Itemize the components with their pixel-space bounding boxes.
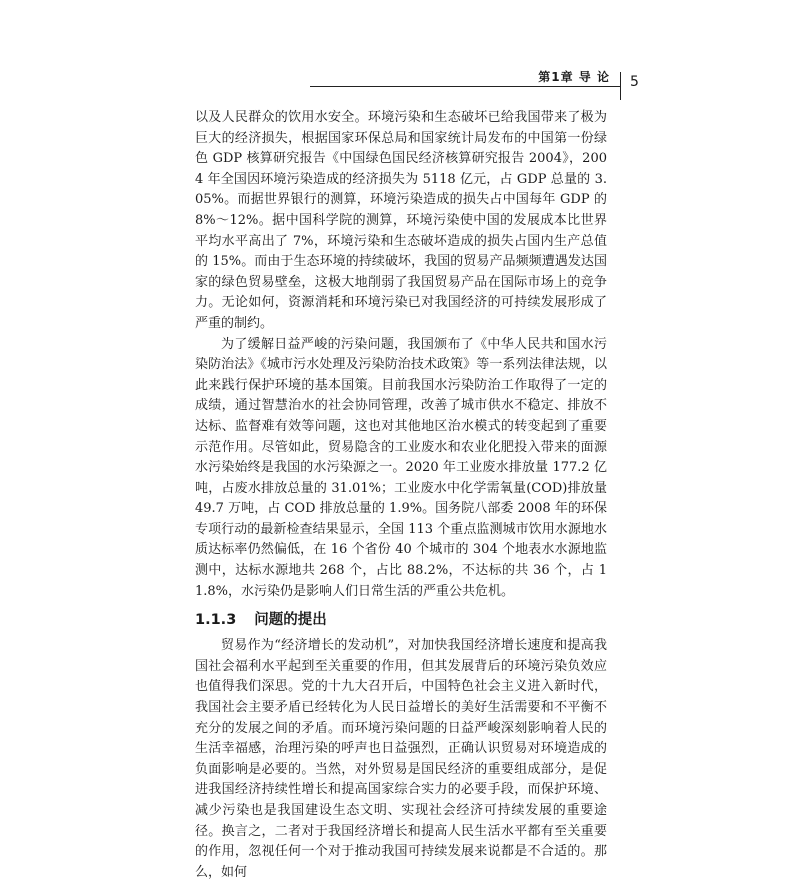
- page-body: [195, 108, 607, 883]
- running-header: [310, 66, 620, 88]
- section-number: 1.1.3: [195, 612, 237, 629]
- paragraph: 为了缓解日益严峻的污染问题，我国颁布了《中华人民共和国水污染防治法》《城市污水处理及污染防治技术政策》等一系列法律法规，以此来践行保护环境的基本国策。目前我国水污染防治工作取得了一定的成绩，通过智慧治水的社会协同管理，改善了城市供水不稳定、排放不达标、监督难有效等问题，这也对其他地区治水模式的转变起到了重要示范作用。尽管如此，贸易隐含的工业废水和农业化肥投入带来的面源水污染始终是我国的水污染源之一。2020 年工业废水排放量 177.2 亿吨，占废水排放总量的 31.01%；工业废水中化学需氧量(COD)排放量 49.7 万吨，占 COD 排放总量的 1.9%。国务院八部委 2008 年的环保专项行动的最新检查结果显示，全国 113 个重点监测城市饮用水源地水质达标率仍然偏低，在 16 个省份 40 个城市的 304 个地表水水源地监测中，达标水源地共 268 个，占比 88.2%，不达标的共 36 个，占 11.8%，水污染仍是影响人们日常生活的严重公共危机。: [195, 336, 607, 599]
- paragraph-continued: 以及人民群众的饮用水安全。环境污染和生态破坏已给我国带来了极为巨大的经济损失，根据国家环保总局和国家统计局发布的中国第一份绿色 GDP 核算研究报告《中国绿色国民经济核算研究报告 2004》，2004 年全国因环境污染造成的经济损失为 5118 亿元，占 GDP 总量的 3.05%。而据世界银行的测算，环境污染造成的损失占中国每年 GDP 的 8%～12%。据中国科学院的测算，环境污染使中国的发展成本比世界平均水平高出了 7%，环境污染和生态破坏造成的损失占国内生产总值的 15%。而由于生态环境的持续破坏，我国的贸易产品频频遭遇发达国家的绿色贸易壁垒，这极大地削弱了我国贸易产品在国际市场上的竞争力。无论如何，资源消耗和环境污染已对我国经济的可持续发展形成了严重的制约。: [195, 110, 607, 331]
- page-number-divider: [620, 72, 621, 100]
- section-heading: [195, 610, 607, 630]
- section-title: 问题的提出: [254, 612, 327, 629]
- page-number: 5: [630, 74, 639, 90]
- header-rule: [310, 86, 620, 87]
- paragraph: 贸易作为“经济增长的发动机”，对加快我国经济增长速度和提高我国社会福利水平起到至关重要的作用，但其发展背后的环境污染负效应也值得我们深思。党的十九大召开后，中国特色社会主义进入新时代，我国社会主要矛盾已经转化为人民日益增长的美好生活需要和不平衡不充分的发展之间的矛盾。而环境污染问题的日益严峻深刻影响着人民的生活幸福感，治理污染的呼声也日益强烈，正确认识贸易对环境造成的负面影响是必要的。当然，对外贸易是国民经济的重要组成部分，是促进我国经济持续性增长和提高国家综合实力的必要手段，而保护环境、减少污染也是我国建设生态文明、实现社会经济可持续发展的重要途径。换言之，二者对于我国经济增长和提高人民生活水平都有至关重要的作用，忽视任何一个对于推动我国可持续发展来说都是不合适的。那么，如何: [195, 638, 607, 880]
- chapter-title: 第1章 导 论: [538, 70, 610, 84]
